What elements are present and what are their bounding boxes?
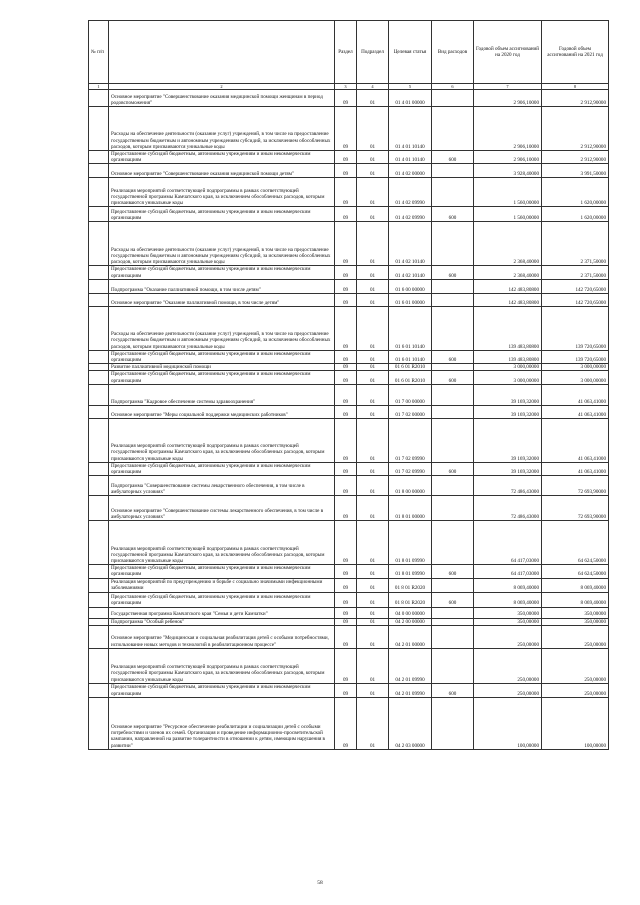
row-target-article: 01 6 01 00000 <box>389 293 432 306</box>
row-number-cell <box>89 565 109 578</box>
row-number-cell <box>89 178 109 207</box>
row-amount-2021: 100,00000 <box>542 697 609 749</box>
row-amount-2021: 3 000,00000 <box>542 371 609 384</box>
row-target-article: 01 4 01 00000 <box>389 90 432 107</box>
row-number-cell <box>89 476 109 496</box>
row-amount-2021: 350,00000 <box>542 618 609 625</box>
row-razdel: 09 <box>335 607 357 618</box>
row-podrazdel: 01 <box>357 592 389 607</box>
row-description: Реализация мероприятий соответствующей подпрограммы в рамках соответствующей государственной программы Камчатского края, за исключением обособленных расходов, которым присваиваются уникальные коды <box>109 521 335 565</box>
row-podrazdel: 01 <box>357 90 389 107</box>
row-expense-type: 600 <box>432 462 474 475</box>
row-target-article: 01 6 00 00000 <box>389 279 432 293</box>
budget-allocation-table <box>88 20 609 750</box>
row-podrazdel: 01 <box>357 697 389 749</box>
row-podrazdel: 01 <box>357 350 389 363</box>
row-razdel: 09 <box>335 592 357 607</box>
row-podrazdel: 01 <box>357 476 389 496</box>
column-number: 8 <box>542 84 609 90</box>
row-razdel: 09 <box>335 90 357 107</box>
header-razdel: Раздел <box>335 21 357 84</box>
row-amount-2020: 72 486,43000 <box>474 496 542 521</box>
row-podrazdel: 01 <box>357 565 389 578</box>
budget-table-sheet <box>88 20 608 750</box>
row-amount-2020: 2 906,10000 <box>474 90 542 107</box>
row-razdel: 09 <box>335 565 357 578</box>
row-podrazdel: 01 <box>357 607 389 618</box>
row-description: Основное мероприятие "Медицинская и социальная реабилитация детей с особыми потребностями, использование новых методов и технологий в реабилитационном процессе" <box>109 625 335 648</box>
row-razdel: 09 <box>335 384 357 405</box>
row-amount-2021: 350,00000 <box>542 607 609 618</box>
row-razdel: 09 <box>335 521 357 565</box>
row-amount-2020: 2 906,10000 <box>474 151 542 164</box>
table-row <box>89 521 609 565</box>
table-row <box>89 90 609 107</box>
header-description <box>109 21 335 84</box>
row-description: Государственная программа Камчатского края "Семья и дети Камчатки" <box>109 607 335 618</box>
row-description: Подпрограмма "Совершенствование системы лекарственного обеспечения, в том числе в амбулаторных условиях" <box>109 476 335 496</box>
row-amount-2021: 8 069,40000 <box>542 578 609 592</box>
row-number-cell <box>89 418 109 462</box>
row-number-cell <box>89 496 109 521</box>
column-number: 4 <box>357 84 389 90</box>
row-amount-2020: 39 169,32000 <box>474 384 542 405</box>
row-amount-2020: 8 069,40000 <box>474 578 542 592</box>
row-amount-2021: 2 912,90000 <box>542 151 609 164</box>
row-podrazdel: 01 <box>357 625 389 648</box>
row-number-cell <box>89 371 109 384</box>
row-description: Предоставление субсидий бюджетным, автономным учреждениям и иным некоммерческим организациям <box>109 371 335 384</box>
row-expense-type <box>432 648 474 683</box>
row-amount-2021: 64 624,50000 <box>542 565 609 578</box>
table-row <box>89 222 609 266</box>
row-razdel: 09 <box>335 476 357 496</box>
row-description: Предоставление субсидий бюджетным, автономным учреждениям и иным некоммерческим организациям <box>109 592 335 607</box>
row-amount-2021: 250,00000 <box>542 683 609 697</box>
row-amount-2021: 142 720,65000 <box>542 279 609 293</box>
row-target-article: 01 7 02 00000 <box>389 405 432 418</box>
row-razdel: 09 <box>335 293 357 306</box>
table-row <box>89 697 609 749</box>
column-number: 1 <box>89 84 109 90</box>
row-amount-2020: 3 000,00000 <box>474 371 542 384</box>
row-description: Расходы на обеспечение деятельности (оказание услуг) учреждений, в том числе на предоставление государственным бюджетным и автономным учреждениям субсидий, за исключением обособленных расходов, которым присваиваются уникальные коды <box>109 107 335 151</box>
row-amount-2020: 2 368,40000 <box>474 266 542 279</box>
row-amount-2021: 41 063,41000 <box>542 384 609 405</box>
table-row <box>89 476 609 496</box>
table-row <box>89 578 609 592</box>
row-target-article: 04 2 03 00000 <box>389 697 432 749</box>
row-amount-2020: 64 417,03000 <box>474 521 542 565</box>
table-row <box>89 384 609 405</box>
row-razdel: 09 <box>335 648 357 683</box>
row-description: Основное мероприятие "Меры социальной поддержки медицинских работников" <box>109 405 335 418</box>
row-target-article: 04 2 01 09990 <box>389 648 432 683</box>
row-amount-2021: 139 720,65000 <box>542 350 609 363</box>
table-row <box>89 565 609 578</box>
row-description: Развитие паллиативной медицинской помощи <box>109 364 335 371</box>
row-target-article: 01 6 01 10140 <box>389 306 432 350</box>
row-target-article: 01 7 00 00000 <box>389 384 432 405</box>
header-amount-2021: Годовой объем ассигнований на 2021 год <box>542 21 609 84</box>
row-razdel: 09 <box>335 618 357 625</box>
table-row <box>89 462 609 475</box>
row-podrazdel: 01 <box>357 683 389 697</box>
table-row <box>89 350 609 363</box>
row-amount-2021: 2 371,50000 <box>542 222 609 266</box>
row-target-article: 01 4 01 10140 <box>389 151 432 164</box>
row-amount-2021: 41 063,41000 <box>542 418 609 462</box>
table-row <box>89 592 609 607</box>
row-number-cell <box>89 405 109 418</box>
row-expense-type <box>432 618 474 625</box>
row-podrazdel: 01 <box>357 364 389 371</box>
row-number-cell <box>89 648 109 683</box>
row-amount-2021: 8 069,40000 <box>542 592 609 607</box>
row-expense-type <box>432 164 474 178</box>
row-description: Подпрограмма "Оказание паллиативной помощи, в том числе детям" <box>109 279 335 293</box>
table-row <box>89 418 609 462</box>
row-description: Основное мероприятие "Совершенствование системы лекарственного обеспечения, в том числе в амбулаторных условиях" <box>109 496 335 521</box>
row-amount-2020: 350,00000 <box>474 607 542 618</box>
row-target-article: 01 6 01 10140 <box>389 350 432 363</box>
row-target-article: 04 2 00 00000 <box>389 618 432 625</box>
row-amount-2021: 250,00000 <box>542 648 609 683</box>
header-target-article: Целевая статья <box>389 21 432 84</box>
row-podrazdel: 01 <box>357 384 389 405</box>
row-number-cell <box>89 266 109 279</box>
row-description: Предоставление субсидий бюджетным, автономным учреждениям и иным некоммерческим организациям <box>109 151 335 164</box>
row-description: Предоставление субсидий бюджетным, автономным учреждениям и иным некоммерческим организациям <box>109 565 335 578</box>
row-podrazdel: 01 <box>357 293 389 306</box>
row-target-article: 04 2 01 00000 <box>389 625 432 648</box>
row-razdel: 09 <box>335 683 357 697</box>
row-amount-2021: 1 620,00000 <box>542 178 609 207</box>
table-row <box>89 266 609 279</box>
table-row <box>89 683 609 697</box>
row-number-cell <box>89 222 109 266</box>
row-expense-type <box>432 364 474 371</box>
row-razdel: 09 <box>335 207 357 222</box>
row-number-cell <box>89 618 109 625</box>
table-row <box>89 364 609 371</box>
row-description: Реализация мероприятий соответствующей подпрограммы в рамках соответствующей государственной программы Камчатского края, за исключением обособленных расходов, которым присваиваются уникальные коды <box>109 648 335 683</box>
row-amount-2020: 39 169,32000 <box>474 405 542 418</box>
row-target-article: 01 7 02 09990 <box>389 418 432 462</box>
row-description: Предоставление субсидий бюджетным, автономным учреждениям и иным некоммерческим организациям <box>109 266 335 279</box>
table-row <box>89 405 609 418</box>
row-amount-2020: 72 486,43000 <box>474 476 542 496</box>
row-razdel: 09 <box>335 306 357 350</box>
row-amount-2021: 64 624,50000 <box>542 521 609 565</box>
header-number: № п/п <box>89 21 109 84</box>
row-expense-type <box>432 607 474 618</box>
row-target-article: 01 8 00 00000 <box>389 476 432 496</box>
row-target-article: 01 4 02 10140 <box>389 266 432 279</box>
row-amount-2020: 250,00000 <box>474 683 542 697</box>
row-amount-2020: 250,00000 <box>474 648 542 683</box>
row-razdel: 09 <box>335 697 357 749</box>
row-podrazdel: 01 <box>357 266 389 279</box>
row-razdel: 09 <box>335 350 357 363</box>
row-razdel: 09 <box>335 418 357 462</box>
row-target-article: 01 4 01 10140 <box>389 107 432 151</box>
row-number-cell <box>89 107 109 151</box>
row-razdel: 09 <box>335 625 357 648</box>
row-expense-type: 600 <box>432 371 474 384</box>
row-expense-type <box>432 306 474 350</box>
row-podrazdel: 01 <box>357 107 389 151</box>
row-expense-type <box>432 476 474 496</box>
row-target-article: 04 2 01 09990 <box>389 683 432 697</box>
row-razdel: 09 <box>335 364 357 371</box>
row-expense-type: 600 <box>432 266 474 279</box>
row-amount-2021: 250,00000 <box>542 625 609 648</box>
row-podrazdel: 01 <box>357 371 389 384</box>
row-target-article: 04 0 00 00000 <box>389 607 432 618</box>
row-number-cell <box>89 364 109 371</box>
row-expense-type <box>432 107 474 151</box>
row-podrazdel: 01 <box>357 578 389 592</box>
row-description: Реализация мероприятий соответствующей подпрограммы в рамках соответствующей государственной программы Камчатского края, за исключением обособленных расходов, которым присваиваются уникальные коды <box>109 418 335 462</box>
row-amount-2020: 8 069,40000 <box>474 592 542 607</box>
row-number-cell <box>89 151 109 164</box>
table-row <box>89 607 609 618</box>
table-row <box>89 306 609 350</box>
header-podrazdel: Подраздел <box>357 21 389 84</box>
row-expense-type <box>432 418 474 462</box>
row-number-cell <box>89 683 109 697</box>
row-target-article: 01 4 02 09990 <box>389 207 432 222</box>
row-number-cell <box>89 625 109 648</box>
row-target-article: 01 8 01 09990 <box>389 521 432 565</box>
row-number-cell <box>89 207 109 222</box>
row-amount-2020: 64 417,03000 <box>474 565 542 578</box>
row-target-article: 01 4 02 10140 <box>389 222 432 266</box>
row-amount-2020: 39 169,32000 <box>474 462 542 475</box>
column-number: 5 <box>389 84 432 90</box>
row-description: Основное мероприятие "Совершенствование оказания медицинской помощи женщинам в период родовспоможения" <box>109 90 335 107</box>
row-description: Расходы на обеспечение деятельности (оказание услуг) учреждений, в том числе на предоставление государственным бюджетным и автономным учреждениям субсидий, за исключением обособленных расходов, которым присваиваются уникальные коды <box>109 222 335 266</box>
row-number-cell <box>89 578 109 592</box>
row-amount-2021: 139 720,65000 <box>542 306 609 350</box>
row-razdel: 09 <box>335 151 357 164</box>
row-description: Предоставление субсидий бюджетным, автономным учреждениям и иным некоммерческим организациям <box>109 683 335 697</box>
row-amount-2020: 142 483,80800 <box>474 293 542 306</box>
row-target-article: 01 8 01 R2020 <box>389 578 432 592</box>
row-number-cell <box>89 462 109 475</box>
row-expense-type <box>432 178 474 207</box>
row-description: Реализация мероприятий по предупреждению и борьбе с социально значимыми инфекционными заболеваниями <box>109 578 335 592</box>
row-amount-2020: 142 483,80800 <box>474 279 542 293</box>
row-target-article: 01 4 02 00000 <box>389 164 432 178</box>
row-amount-2021: 1 620,00000 <box>542 207 609 222</box>
row-amount-2020: 250,00000 <box>474 625 542 648</box>
row-target-article: 01 8 01 R2020 <box>389 592 432 607</box>
table-row <box>89 151 609 164</box>
row-amount-2020: 3 928,40000 <box>474 164 542 178</box>
row-description: Расходы на обеспечение деятельности (оказание услуг) учреждений, в том числе на предоставление государственным бюджетным и автономным учреждениям субсидий, за исключением обособленных расходов, которым присваиваются уникальные коды <box>109 306 335 350</box>
row-podrazdel: 01 <box>357 521 389 565</box>
row-razdel: 09 <box>335 371 357 384</box>
header-amount-2020: Годовой объем ассигнований на 2020 год <box>474 21 542 84</box>
row-description: Подпрограмма "Особый ребенок" <box>109 618 335 625</box>
row-podrazdel: 01 <box>357 279 389 293</box>
table-row <box>89 625 609 648</box>
row-expense-type <box>432 521 474 565</box>
row-razdel: 09 <box>335 279 357 293</box>
row-amount-2021: 2 912,90000 <box>542 90 609 107</box>
row-expense-type <box>432 384 474 405</box>
row-number-cell <box>89 607 109 618</box>
table-row <box>89 371 609 384</box>
row-expense-type: 600 <box>432 207 474 222</box>
row-amount-2021: 72 693,90000 <box>542 496 609 521</box>
row-description: Реализация мероприятий соответствующей подпрограммы в рамках соответствующей государственной программы Камчатского края, за исключением обособленных расходов, которым присваиваются уникальные коды <box>109 178 335 207</box>
row-amount-2021: 41 063,41000 <box>542 462 609 475</box>
row-number-cell <box>89 384 109 405</box>
row-podrazdel: 01 <box>357 164 389 178</box>
row-expense-type <box>432 90 474 107</box>
row-expense-type <box>432 279 474 293</box>
row-target-article: 01 8 01 00000 <box>389 496 432 521</box>
row-description: Подпрограмма "Кадровое обеспечение системы здравоохранения" <box>109 384 335 405</box>
row-amount-2020: 100,00000 <box>474 697 542 749</box>
row-amount-2020: 1 560,00000 <box>474 207 542 222</box>
row-razdel: 09 <box>335 496 357 521</box>
row-podrazdel: 01 <box>357 618 389 625</box>
row-podrazdel: 01 <box>357 418 389 462</box>
table-row <box>89 207 609 222</box>
row-amount-2020: 1 560,00000 <box>474 178 542 207</box>
row-description: Основное мероприятие "Оказание паллиативной помощи, в том числе детям" <box>109 293 335 306</box>
row-target-article: 01 8 01 09990 <box>389 565 432 578</box>
row-expense-type <box>432 625 474 648</box>
table-header-row <box>89 21 609 84</box>
row-target-article: 01 6 01 R2010 <box>389 371 432 384</box>
row-expense-type <box>432 405 474 418</box>
table-row <box>89 178 609 207</box>
row-number-cell <box>89 350 109 363</box>
row-amount-2020: 350,00000 <box>474 618 542 625</box>
column-number: 6 <box>432 84 474 90</box>
row-number-cell <box>89 279 109 293</box>
table-row <box>89 107 609 151</box>
row-description: Основное мероприятие "Совершенствование оказания медицинской помощи детям" <box>109 164 335 178</box>
table-row <box>89 164 609 178</box>
column-number: 2 <box>109 84 335 90</box>
row-amount-2021: 41 063,41000 <box>542 405 609 418</box>
row-description: Предоставление субсидий бюджетным, автономным учреждениям и иным некоммерческим организациям <box>109 207 335 222</box>
row-razdel: 09 <box>335 462 357 475</box>
header-expense-type: Вид расходов <box>432 21 474 84</box>
row-expense-type: 600 <box>432 350 474 363</box>
row-expense-type <box>432 578 474 592</box>
row-amount-2020: 139 483,80800 <box>474 350 542 363</box>
row-expense-type: 600 <box>432 592 474 607</box>
row-amount-2021: 3 991,50000 <box>542 164 609 178</box>
row-number-cell <box>89 164 109 178</box>
row-amount-2020: 139 483,80800 <box>474 306 542 350</box>
row-razdel: 09 <box>335 266 357 279</box>
table-row <box>89 648 609 683</box>
row-expense-type <box>432 293 474 306</box>
table-row <box>89 496 609 521</box>
row-expense-type <box>432 222 474 266</box>
row-razdel: 09 <box>335 178 357 207</box>
row-razdel: 09 <box>335 107 357 151</box>
row-number-cell <box>89 697 109 749</box>
row-amount-2021: 2 912,90000 <box>542 107 609 151</box>
row-target-article: 01 7 02 09990 <box>389 462 432 475</box>
table-body <box>89 90 609 750</box>
table-row <box>89 293 609 306</box>
row-number-cell <box>89 306 109 350</box>
row-target-article: 01 4 02 09990 <box>389 178 432 207</box>
row-razdel: 09 <box>335 405 357 418</box>
column-number: 3 <box>335 84 357 90</box>
page-number: 58 <box>317 880 323 886</box>
row-razdel: 09 <box>335 222 357 266</box>
row-expense-type: 600 <box>432 683 474 697</box>
row-expense-type <box>432 496 474 521</box>
row-podrazdel: 01 <box>357 496 389 521</box>
row-amount-2020: 3 000,00000 <box>474 364 542 371</box>
row-target-article: 01 6 01 R2010 <box>389 364 432 371</box>
row-podrazdel: 01 <box>357 405 389 418</box>
table-row <box>89 618 609 625</box>
row-razdel: 09 <box>335 578 357 592</box>
row-amount-2021: 142 720,65000 <box>542 293 609 306</box>
row-razdel: 09 <box>335 164 357 178</box>
row-amount-2020: 2 368,40000 <box>474 222 542 266</box>
row-podrazdel: 01 <box>357 207 389 222</box>
row-expense-type: 600 <box>432 151 474 164</box>
row-number-cell <box>89 90 109 107</box>
column-number: 7 <box>474 84 542 90</box>
row-amount-2021: 2 371,50000 <box>542 266 609 279</box>
row-podrazdel: 01 <box>357 462 389 475</box>
row-podrazdel: 01 <box>357 306 389 350</box>
row-description: Предоставление субсидий бюджетным, автономным учреждениям и иным некоммерческим организациям <box>109 462 335 475</box>
row-podrazdel: 01 <box>357 151 389 164</box>
row-number-cell <box>89 521 109 565</box>
table-row <box>89 279 609 293</box>
row-podrazdel: 01 <box>357 178 389 207</box>
row-amount-2020: 2 906,10000 <box>474 107 542 151</box>
row-description: Предоставление субсидий бюджетным, автономным учреждениям и иным некоммерческим организациям <box>109 350 335 363</box>
row-expense-type: 600 <box>432 565 474 578</box>
row-number-cell <box>89 293 109 306</box>
row-expense-type <box>432 697 474 749</box>
row-amount-2021: 3 000,00000 <box>542 364 609 371</box>
row-amount-2021: 72 693,90000 <box>542 476 609 496</box>
row-description: Основное мероприятие "Ресурсное обеспечение реабилитации и социализации детей с особыми потребностями и членов их семей. Организация и проведение информационно-просветительской кампании, направленной на развитие толерантности в отношении к детям, имеющим нарушения в развитии" <box>109 697 335 749</box>
row-podrazdel: 01 <box>357 222 389 266</box>
row-podrazdel: 01 <box>357 648 389 683</box>
row-number-cell <box>89 592 109 607</box>
row-amount-2020: 39 169,32000 <box>474 418 542 462</box>
